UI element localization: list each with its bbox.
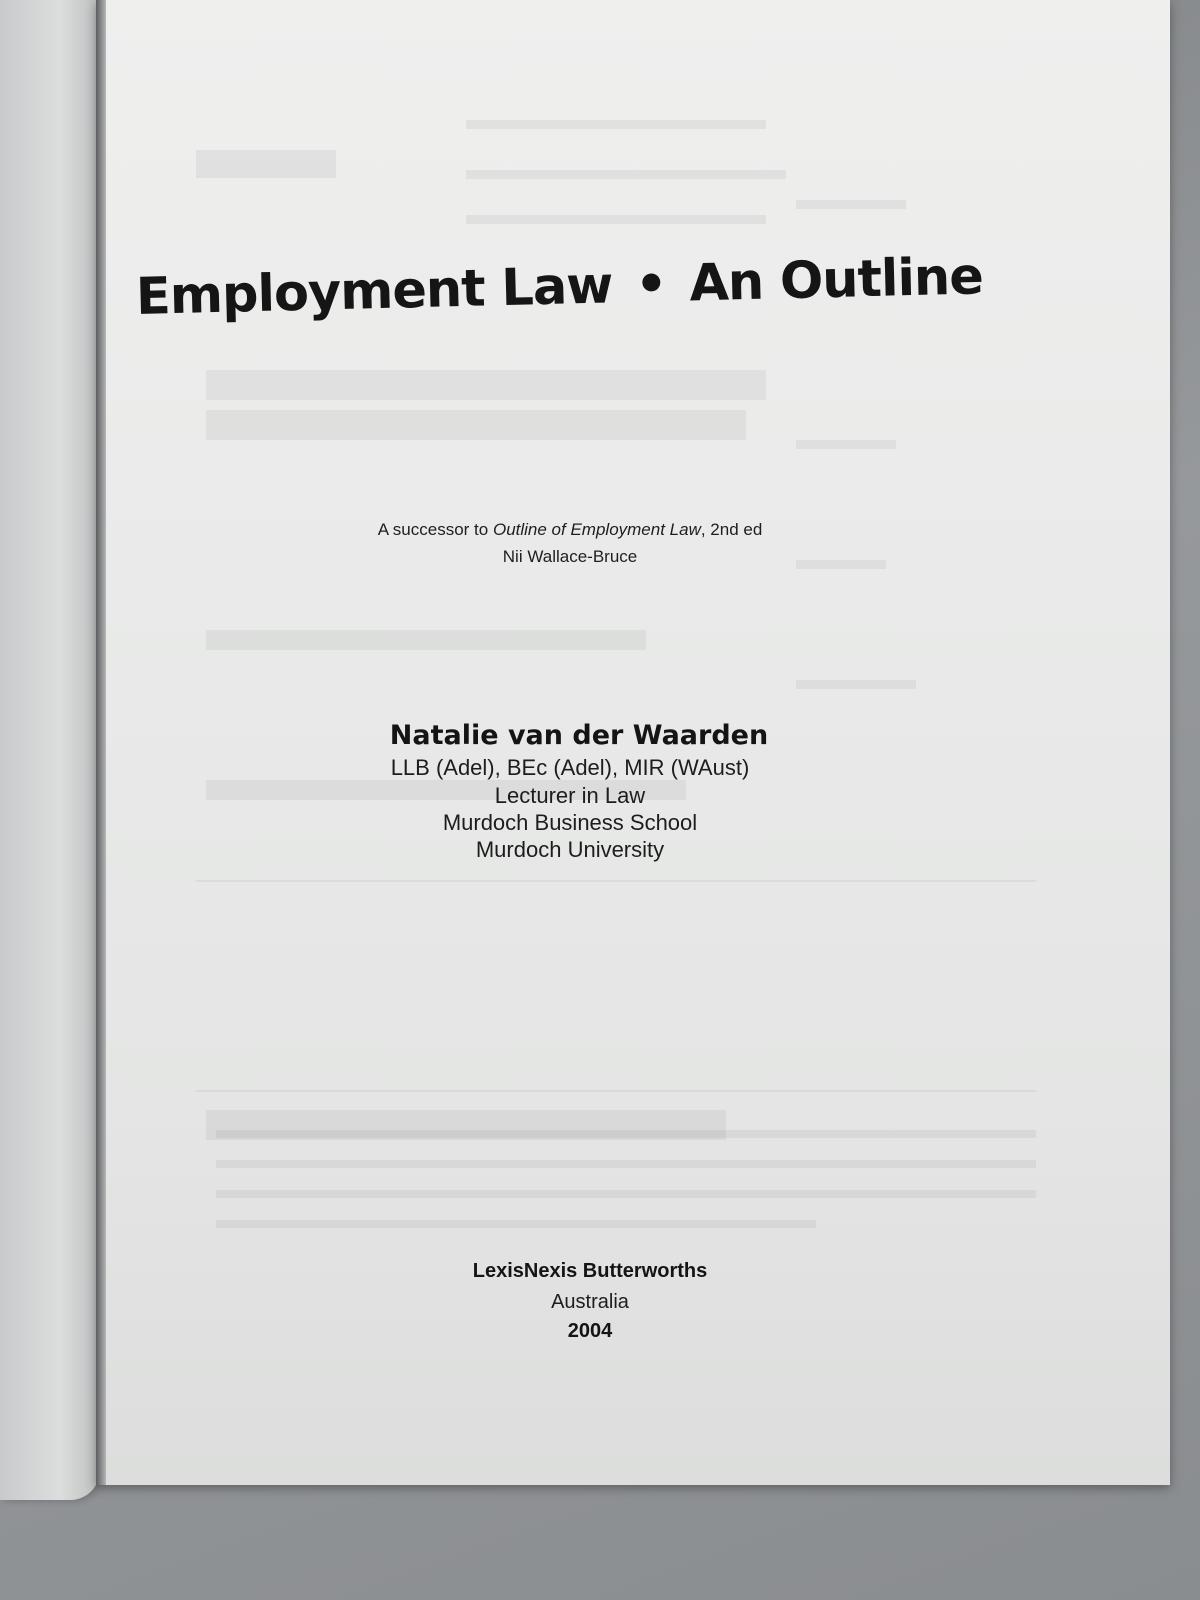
publication-year: 2004 [567,1320,613,1342]
bleed-through-mark [196,150,336,178]
bleed-through-mark [206,370,766,400]
bleed-through-mark [206,630,646,650]
bleed-through-mark [206,410,746,440]
author-name: Natalie van der Waarden [389,720,769,751]
author-degrees: LLB (Adel), BEc (Adel), MIR (WAust) [390,755,750,780]
bleed-through-rule [196,1090,1036,1092]
successor-suffix: , 2nd ed [700,520,763,539]
successor-note [340,520,800,540]
bleed-through-mark [216,1160,1036,1168]
successor-prefix: A successor to [377,520,493,539]
bleed-through-mark [796,680,916,689]
title-sub: An Outline [688,247,984,314]
author-position: Lecturer in Law [494,783,646,808]
title-separator: • [634,255,668,315]
bleed-through-rule [196,880,1036,882]
bleed-through-mark [466,215,766,224]
previous-page-edge [0,0,100,1500]
bleed-through-mark [466,120,766,129]
bleed-through-mark [466,170,786,179]
bleed-through-mark [216,1190,1036,1198]
bleed-through-mark [796,200,906,209]
author-school: Murdoch Business School [442,810,698,835]
successor-title: Outline of Employment Law [492,520,701,539]
bleed-through-mark [216,1220,816,1228]
bleed-through-mark [796,560,886,569]
predecessor-author: Nii Wallace-Bruce [502,547,638,566]
title-main: Employment Law [135,256,614,327]
bleed-through-mark [796,440,896,449]
page-gutter-shadow [96,0,106,1485]
bleed-through-mark [216,1130,1036,1138]
publisher-name: LexisNexis Butterworths [472,1260,708,1282]
publisher-country: Australia [551,1291,629,1313]
author-university: Murdoch University [475,837,665,862]
